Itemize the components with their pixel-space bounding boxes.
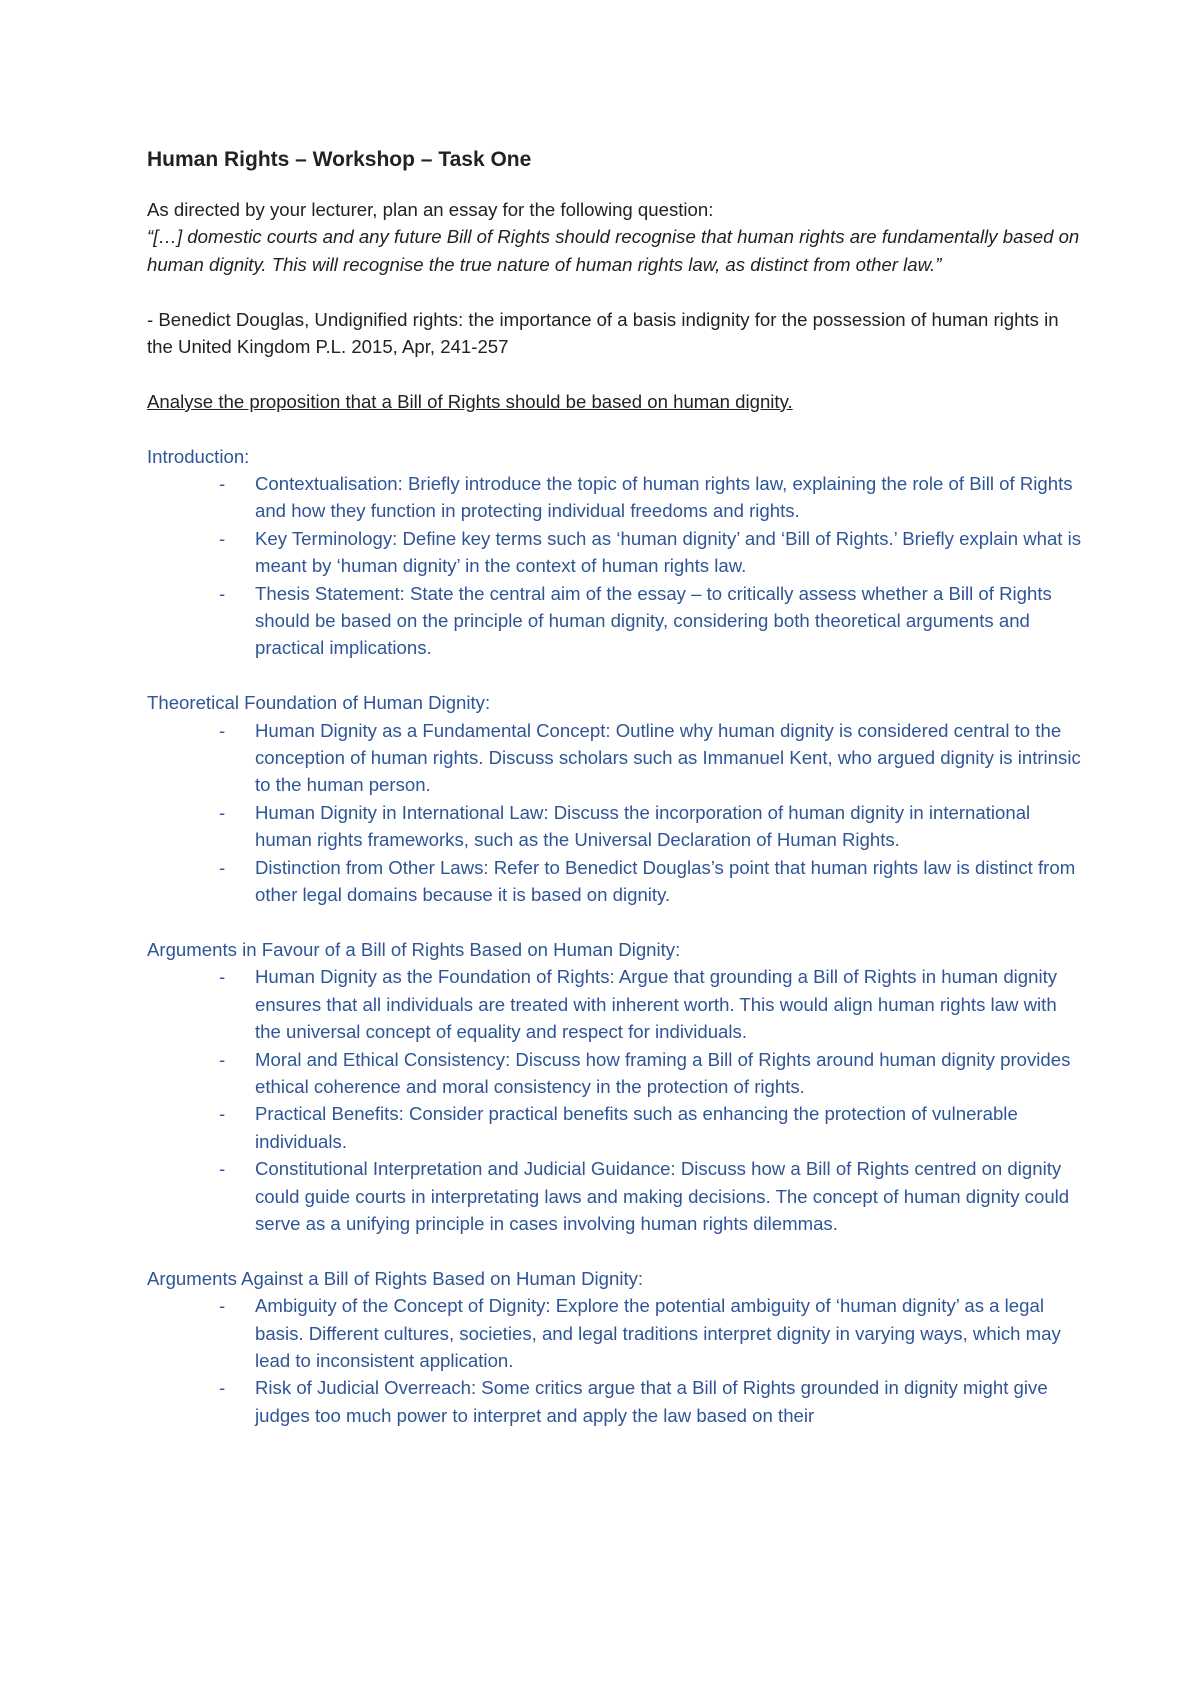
section-arguments-against — [147, 1265, 1082, 1429]
section-heading: Introduction: — [147, 445, 250, 467]
list-item: - Practical Benefits: Consider practical benefits such as enhancing the protection of vulnerable individuals. — [219, 1103, 1018, 1152]
section-heading: Theoretical Foundation of Human Dignity: — [147, 692, 491, 714]
section-arguments-in-favour — [147, 936, 1082, 1237]
section-heading: Arguments in Favour of a Bill of Rights Based on Human Dignity: — [147, 938, 681, 960]
section-introduction — [147, 443, 1082, 662]
essay-task: Analyse the proposition that a Bill of Rights should be based on human dignity. — [147, 390, 793, 412]
list-item: - Human Dignity as the Foundation of Rights: Argue that grounding a Bill of Rights in human dignity ensures that all individuals are treated with inherent worth. This would align human rights law with the universal concept of equality and respect for individuals. — [219, 966, 1058, 1043]
list-item: - Moral and Ethical Consistency: Discuss how framing a Bill of Rights around human dignity provides ethical coherence and moral consistency in the protection of rights. — [219, 1048, 1071, 1097]
list-item: - Contextualisation: Briefly introduce the topic of human rights law, explaining the role of Bill of Rights and how they function in protecting individual freedoms and rights. — [219, 473, 1073, 522]
instruction-line: As directed by your lecturer, plan an essay for the following question: — [147, 199, 714, 220]
list-item: - Thesis Statement: State the central aim of the essay – to critically assess whether a Bill of Rights should be based on the principle of human dignity, considering both theoretical arguments and practical implications. — [219, 582, 1052, 659]
quote-citation: - Benedict Douglas, Undignified rights: the importance of a basis indignity for the possession of human rights in the United Kingdom P.L. 2015, Apr, 241-257 — [147, 308, 1059, 358]
page-title: Human Rights – Workshop – Task One — [147, 148, 532, 171]
list-item: - Distinction from Other Laws: Refer to Benedict Douglas’s point that human rights law is distinct from other legal domains because it is based on dignity. — [219, 856, 1076, 906]
list-item: - Human Dignity in International Law: Discuss the incorporation of human dignity in international human rights frameworks, such as the Universal Declaration of Human Rights. — [219, 801, 1031, 851]
list-item: - Human Dignity as a Fundamental Concept: Outline why human dignity is considered central to the conception of human rights. Discuss scholars such as Immanuel Kent, who argued dignity is intrinsic to the human person. — [219, 719, 1081, 796]
list-item: - Constitutional Interpretation and Judicial Guidance: Discuss how a Bill of Rights centred on dignity could guide courts in interpretating laws and making decisions. The concept of human dignity could serve as a unifying principle in cases involving human rights dilemmas. — [219, 1158, 1070, 1234]
section-heading: Arguments Against a Bill of Rights Based on Human Dignity: — [147, 1267, 644, 1289]
list-item: - Key Terminology: Define key terms such as ‘human dignity’ and ‘Bill of Rights.’ Briefly explain what is meant by ‘human dignity’ in the context of human rights law. — [219, 527, 1082, 577]
document-body — [147, 145, 1082, 1429]
list-item: - Ambiguity of the Concept of Dignity: Explore the potential ambiguity of ‘human dignity’ as a legal basis. Different cultures, societies, and legal traditions interpret dignity in varying ways, which may lead to inconsistent application. — [219, 1295, 1061, 1371]
list-item: - Risk of Judicial Overreach: Some critics argue that a Bill of Rights grounded in dignity might give judges too much power to interpret and apply the law based on their — [219, 1377, 1048, 1426]
essay-quote: “[…] domestic courts and any future Bill of Rights should recognise that human rights are fundamentally based on human dignity. This will recognise the true nature of human rights law, as distinct from other law.” — [147, 226, 1080, 275]
section-theoretical-foundation — [147, 689, 1082, 908]
